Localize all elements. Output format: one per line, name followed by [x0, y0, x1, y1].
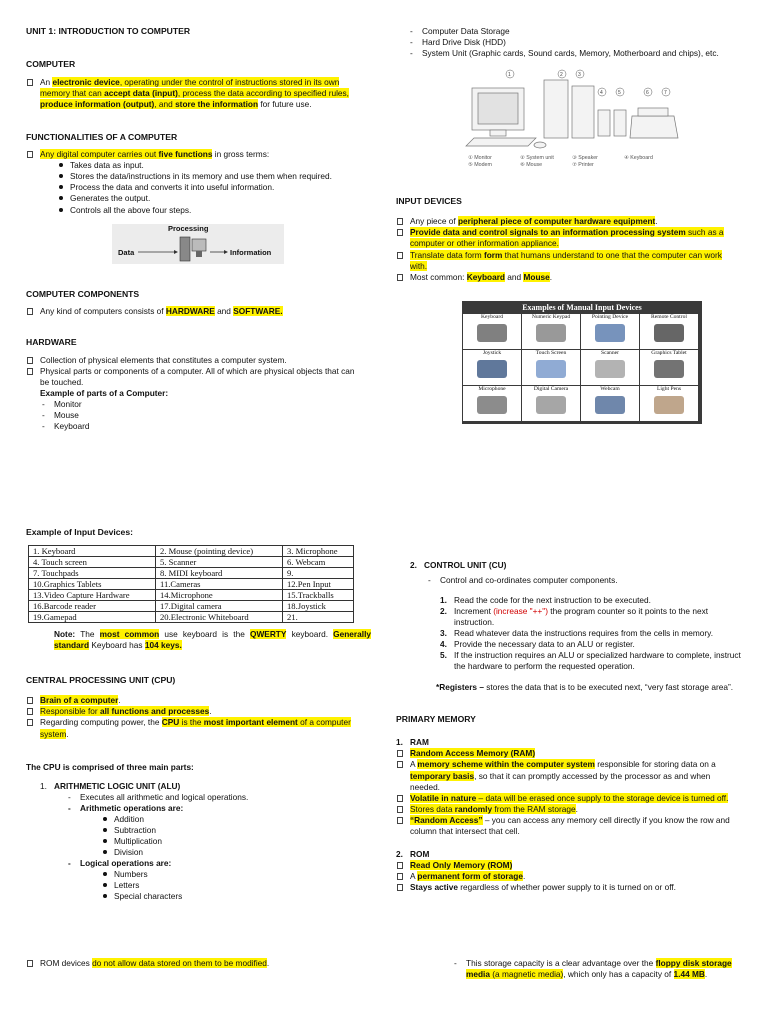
function-item: Stores the data/instructions in its memory and use them when required.	[56, 171, 366, 182]
qwerty-note: Note: The most common use keyboard is the QWERTY keyboard. Generally standard Keyboard has 104 keys.	[54, 629, 371, 651]
pc-marker: 1	[508, 72, 511, 78]
device-image-icon	[654, 324, 684, 342]
device-label: Webcam	[600, 386, 620, 392]
table-row	[29, 557, 354, 568]
ram-bullet: “Random Access” – you can access any memory cell directly if you know the row and column that intersect that cell.	[396, 815, 736, 837]
computer-processing-icon	[112, 224, 284, 264]
manual-input-devices-figure	[462, 301, 702, 424]
table-cell: 7. Touchpads	[29, 568, 156, 579]
function-item: Generates the output.	[56, 193, 366, 204]
input-bullet: Translate data form form that humans understand to one that the computer can work with.	[396, 250, 736, 272]
manual-grid	[462, 314, 702, 421]
part-item: - Keyboard	[40, 421, 366, 432]
table-cell: 15.Trackballs	[283, 590, 354, 601]
primary-memory-section	[396, 714, 736, 893]
functionalities-lead: Any digital computer carries out five functions in gross terms:	[26, 149, 366, 160]
table-cell: 4. Touch screen	[29, 557, 156, 568]
input-devices-section	[396, 196, 736, 283]
input-devices-heading: INPUT DEVICES	[396, 196, 462, 206]
device-tile	[463, 386, 521, 421]
table-cell: 6. Webcam	[283, 557, 354, 568]
pc-marker: 5	[618, 90, 621, 96]
device-image-icon	[477, 360, 507, 378]
hardware-bullet: Physical parts or components of a computer. All of which are physical objects that can be touched.	[26, 366, 366, 388]
rom-bullet: A permanent form of storage.	[396, 871, 736, 882]
pc-legend: ① Monitor ② System unit ③ Speaker ④ Keyboard ⑤ Modem ⑥ Mouse ⑦ Printer	[468, 155, 653, 169]
cpu-section	[26, 675, 366, 902]
logic-item: Letters	[100, 880, 366, 891]
primary-memory-heading: PRIMARY MEMORY	[396, 714, 476, 724]
part-item: - Mouse	[40, 410, 366, 421]
device-label: Numeric Keypad	[531, 314, 571, 320]
input-bullet: Any piece of peripheral piece of computer hardware equipment.	[396, 216, 736, 227]
device-label: Light Pens	[656, 386, 682, 392]
table-cell: 17.Digital camera	[156, 601, 283, 612]
device-image-icon	[595, 396, 625, 414]
arith-title: - Arithmetic operations are:	[66, 803, 366, 814]
left-column-2	[26, 289, 366, 432]
logic-item: Numbers	[100, 869, 366, 880]
rom-note: ROM devices do not allow data stored on them to be modified.	[26, 958, 366, 969]
input-bullet: Most common: Keyboard and Mouse.	[396, 272, 736, 283]
left-column	[26, 26, 366, 216]
device-image-icon	[536, 324, 566, 342]
device-label: Keyboard	[480, 314, 504, 320]
device-image-icon	[595, 324, 625, 342]
storage-item: - Computer Data Storage	[408, 26, 746, 37]
logic-title: - Logical operations are:	[66, 858, 366, 869]
ram-heading: 1. RAM	[396, 737, 429, 748]
processing-diagram	[112, 224, 284, 264]
device-tile	[581, 350, 639, 385]
device-tile	[463, 314, 521, 349]
device-image-icon	[536, 396, 566, 414]
table-cell: 21.	[283, 612, 354, 623]
pc-marker: 7	[664, 90, 667, 96]
input-devices-table	[28, 545, 354, 623]
hardware-heading: HARDWARE	[26, 337, 77, 348]
table-cell: 19.Gamepad	[29, 612, 156, 623]
rom-heading: 2. ROM	[396, 848, 430, 859]
data-label: Data	[118, 248, 135, 257]
device-label: Touch Screen	[535, 350, 567, 356]
device-label: Pointing Device	[591, 314, 629, 320]
table-cell: 16.Barcode reader	[29, 601, 156, 612]
ram-bullet: A memory scheme within the computer system responsible for storing data on a temporary basis, so that it can promptly accessed by the processor as and when needed.	[396, 759, 736, 792]
function-item: Controls all the above four steps.	[56, 205, 366, 216]
pc-components-figure	[462, 68, 682, 172]
control-unit-desc: - Control and co-ordinates computer components.	[426, 575, 746, 586]
hardware-bullet: Collection of physical elements that constitutes a computer system.	[26, 355, 366, 366]
device-label: Remote Control	[651, 314, 687, 320]
pc-marker: 3	[578, 72, 581, 78]
pc-illustration	[462, 68, 682, 152]
rom-bullet: Stays active regardless of whether power supply to it is turned on or off.	[396, 882, 736, 893]
device-tile	[522, 314, 580, 349]
device-tile	[640, 386, 698, 421]
input-examples-title: Example of Input Devices:	[26, 527, 133, 537]
table-cell: 5. Scanner	[156, 557, 283, 568]
unit-title: UNIT 1: INTRODUCTION TO COMPUTER	[26, 26, 191, 36]
device-image-icon	[654, 396, 684, 414]
pc-marker: 6	[646, 90, 649, 96]
alu-desc: - Executes all arithmetic and logical operations.	[66, 792, 366, 803]
pc-marker: 2	[560, 72, 563, 78]
device-label: Microphone	[478, 386, 506, 392]
function-item: Process the data and converts it into useful information.	[56, 182, 366, 193]
device-tile	[522, 350, 580, 385]
components-text: Any kind of computers consists of HARDWARE and SOFTWARE.	[26, 306, 366, 317]
arith-item: Addition	[100, 814, 366, 825]
control-unit-steps	[440, 595, 746, 672]
cu-step: 3. Read whatever data the instructions requires from the cells in memory.	[440, 628, 714, 639]
table-cell: 3. Microphone	[283, 546, 354, 557]
cu-step: 4. Provide the necessary data to an ALU or register.	[440, 639, 635, 650]
cpu-parts-title: The CPU is comprised of three main parts:	[26, 761, 194, 772]
storage-list	[396, 26, 746, 59]
part-item: - Monitor	[40, 399, 366, 410]
device-tile	[581, 386, 639, 421]
device-image-icon	[654, 360, 684, 378]
input-bullet: Provide data and control signals to an information processing system such as a computer or other information appliance.	[396, 227, 736, 249]
table-cell: 20.Electronic Whiteboard	[156, 612, 283, 623]
arith-item: Subtraction	[100, 825, 366, 836]
function-item: Takes data as input.	[56, 160, 366, 171]
cpu-heading: CENTRAL PROCESSING UNIT (CPU)	[26, 675, 176, 685]
ram-bullet: Volatile in nature – data will be erased once supply to the storage device is turned off.	[396, 793, 736, 804]
cpu-bullet: Regarding computing power, the CPU is the most important element of a computer system.	[26, 717, 366, 739]
device-image-icon	[477, 396, 507, 414]
table-row	[29, 590, 354, 601]
pc-marker: 4	[600, 90, 603, 96]
components-heading: COMPUTER COMPONENTS	[26, 289, 140, 299]
computer-heading: COMPUTER	[26, 59, 76, 70]
control-unit-section	[396, 560, 746, 693]
alu-heading: 1. ARITHMETIC LOGIC UNIT (ALU)	[40, 780, 181, 791]
device-label: Scanner	[600, 350, 620, 356]
manual-grid-title: Examples of Manual Input Devices	[522, 303, 642, 312]
table-cell: 1. Keyboard	[29, 546, 156, 557]
table-cell: 9.	[283, 568, 354, 579]
device-tile	[640, 314, 698, 349]
cpu-bullet: Brain of a computer.	[26, 695, 366, 706]
table-row	[29, 612, 354, 623]
device-tile	[640, 350, 698, 385]
functionalities-heading: FUNCTIONALITIES OF A COMPUTER	[26, 131, 178, 142]
table-cell: 11.Cameras	[156, 579, 283, 590]
arith-item: Division	[100, 847, 366, 858]
input-examples-section	[26, 527, 371, 651]
table-cell: 2. Mouse (pointing device)	[156, 546, 283, 557]
table-row	[29, 601, 354, 612]
device-tile	[463, 350, 521, 385]
table-cell: 14.Microphone	[156, 590, 283, 601]
table-cell: 10.Graphics Tablets	[29, 579, 156, 590]
cu-step: 2. Increment (increase "++") the program counter so it points to the next instruction.	[440, 606, 709, 628]
logic-item: Special characters	[100, 891, 366, 902]
device-image-icon	[477, 324, 507, 342]
rom-bullet: Read Only Memory (ROM)	[396, 860, 736, 871]
control-unit-heading: 2. CONTROL UNIT (CU)	[410, 560, 507, 570]
table-row	[29, 579, 354, 590]
table-cell: 12.Pen Input	[283, 579, 354, 590]
storage-item: - Hard Drive Disk (HDD)	[408, 37, 746, 48]
information-label: Information	[230, 248, 272, 257]
device-label: Digital Camera	[533, 386, 569, 392]
storage-item: - System Unit (Graphic cards, Sound cards, Memory, Motherboard and chips), etc.	[408, 48, 746, 59]
ram-bullet: Random Access Memory (RAM)	[396, 748, 736, 759]
table-cell: 18.Joystick	[283, 601, 354, 612]
table-row	[29, 546, 354, 557]
cpu-bullet: Responsible for all functions and processes.	[26, 706, 366, 717]
device-label: Graphics Tablet	[651, 350, 687, 356]
example-parts-title: Example of parts of a Computer:	[40, 387, 169, 398]
device-tile	[581, 314, 639, 349]
cu-step: 1. Read the code for the next instruction to be executed.	[440, 595, 651, 606]
table-cell: 8. MIDI keyboard	[156, 568, 283, 579]
arith-item: Multiplication	[100, 836, 366, 847]
table-row	[29, 568, 354, 579]
processing-label: Processing	[168, 224, 209, 233]
floppy-note: - This storage capacity is a clear advantage over the floppy disk storage media (a magnetic media), which only has a capacity of 1.44 MB.	[452, 958, 742, 980]
device-image-icon	[536, 360, 566, 378]
cu-step: 5. If the instruction requires an ALU or specialized hardware to complete, instruct the hardware to perform the requested operation.	[440, 650, 741, 672]
device-image-icon	[595, 360, 625, 378]
device-tile	[522, 386, 580, 421]
table-cell: 13.Video Capture Hardware	[29, 590, 156, 601]
computer-definition: An electronic device, operating under the control of instructions stored in its own memory that can accept data (input), process the data according to specified rules, produce information (output), and store the information for future use.	[26, 77, 366, 110]
ram-bullet: Stores data randomly from the RAM storage.	[396, 804, 736, 815]
device-label: Joystick	[482, 350, 502, 356]
registers-note: *Registers – stores the data that is to be executed next, “very fast storage area”.	[436, 682, 734, 693]
